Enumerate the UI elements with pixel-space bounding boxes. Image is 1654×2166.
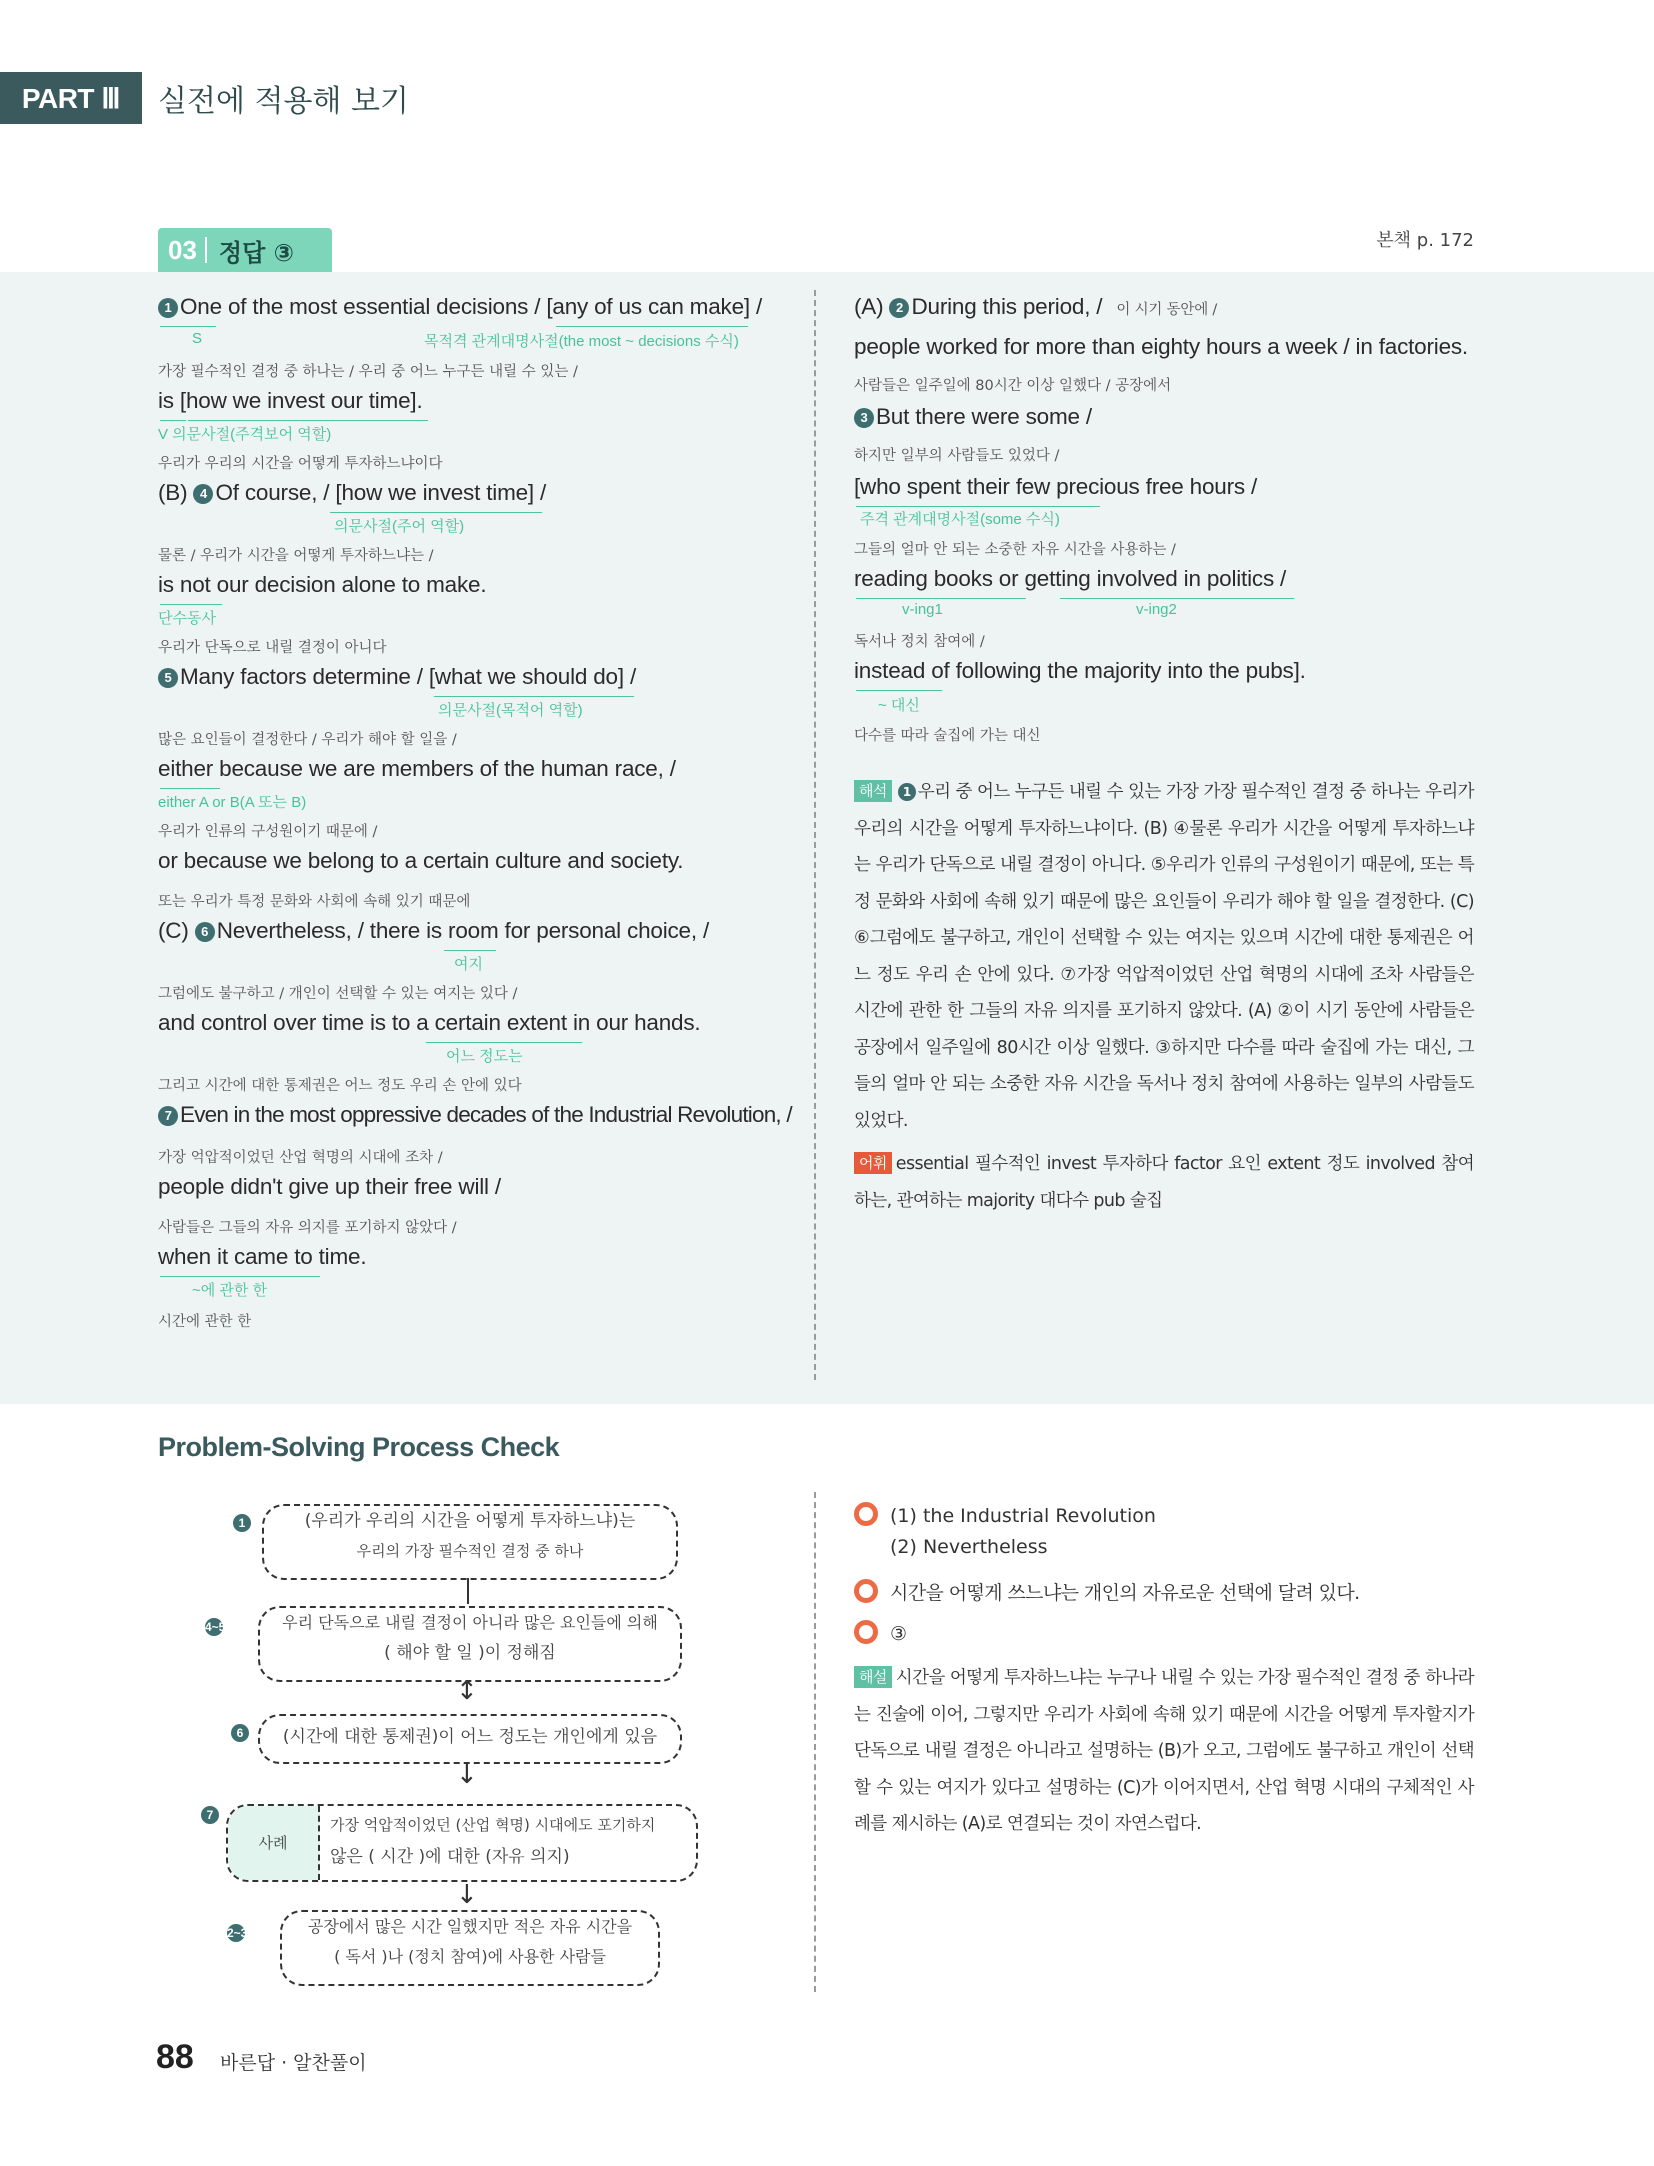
flow-box: 사례 가장 억압적이었던 (산업 혁명) 시대에도 포기하지 않은 ( 시간 )에 대한 (자유 의지) xyxy=(226,1804,698,1882)
grammar-note: 어느 정도는 xyxy=(446,1048,523,1065)
grammar-note: 단수동사 xyxy=(158,610,216,627)
grammar-note: ~에 관한 한 xyxy=(192,1282,268,1299)
grammar-note: v-ing2 xyxy=(1136,601,1177,618)
sentence-5-cont: either because we are members of the human race, / xyxy=(158,756,676,781)
translation-paragraph: 해석 1 우리 중 어느 누구든 내릴 수 있는 가장 가장 필수적인 결정 중 하나는 우리가 우리의 시간을 어떻게 투자하느냐이다. (B) ④물론 우리가 시간을 어떻게 투자하느냐는 우리가 단독으로 내릴 결정이 아니다. ⑤우리가 인류의 구성원이기 때문에, 또는 특정 문화와 사회에 속해 있기 때문에 많은 요인들이 우리가 해야 할 일을 결정한다. (C) ⑥그럼에도 불구하고, 개인이 선택할 수 있는 여지는 있으며 시간에 대한 통제권은 어느 정도 우리 손 안에 있다. ⑦가장 억압적이었던 산업 혁명의 시대에 조차 사람들은 시간에 관한 한 그들의 자유 의지를 포기하지 않았다. (A) ②이 시기 동안에 사람들은 공장에서 일주일에 80시간 이상 일했다. ③하지만 다수를 따라 술집에 가는 대신, 그들의 얼마 안 되는 소중한 자유 시간을 독서나 정치 참여에 사용하는 일부의 사람들도 있었다. xyxy=(854,782,1474,1131)
footer-title: 바른답 · 알찬풀이 xyxy=(220,2052,367,2074)
underline xyxy=(188,420,428,421)
grammar-note: V 의문사절(주격보어 역할) xyxy=(158,426,332,443)
step-number: 4~5 xyxy=(205,1620,226,1634)
double-arrow-icon: ↕ xyxy=(456,1676,478,1706)
sentence-4-cont: is not our decision alone to make. xyxy=(158,572,487,597)
translation-tag: 해석 xyxy=(854,780,892,802)
sentence-5-cont2: or because we belong to a certain culture and society. xyxy=(158,848,684,873)
vocabulary-tag: 어휘 xyxy=(854,1152,892,1174)
underline xyxy=(1060,598,1294,599)
translation: 물론 / 우리가 시간을 어떻게 투자하느냐는 / xyxy=(158,548,434,564)
sentence-6: (C) 6 Nevertheless, / there is room for personal choice, / xyxy=(158,918,710,943)
section-title: 실전에 적용해 보기 xyxy=(158,84,409,119)
underline xyxy=(856,690,942,691)
underline xyxy=(160,788,220,789)
flow-box: 공장에서 많은 시간 일했지만 적은 자유 시간을 ( 독서 )나 (정치 참여)에 사용한 사람들 xyxy=(280,1910,660,1986)
process-check-title: Problem-Solving Process Check xyxy=(158,1432,560,1462)
translation: 많은 요인들이 결정한다 / 우리가 해야 할 일을 / xyxy=(158,732,457,748)
underline xyxy=(426,1042,582,1043)
badge-divider xyxy=(205,237,207,263)
underline xyxy=(556,326,748,327)
sentence-7-cont2: when it came to time. xyxy=(158,1244,367,1269)
grammar-note: 목적격 관계대명사절(the most ~ decisions 수식) xyxy=(424,333,739,350)
grammar-note: 의문사절(목적어 역할) xyxy=(438,702,583,719)
translation: 사람들은 그들의 자유 의지를 포기하지 않았다 / xyxy=(158,1220,457,1236)
question-number: 03 xyxy=(168,234,197,265)
underline xyxy=(330,512,542,513)
answer-label: 정답 ③ xyxy=(218,238,294,267)
sentence-1: 1 One of the most essential decisions / [any of us can make] / xyxy=(158,294,762,320)
step-number: 1 xyxy=(232,1514,252,1532)
sentence-number-icon: 2 xyxy=(889,298,909,318)
sentence-4: (B) 4 Of course, / [how we invest time] / xyxy=(158,480,547,505)
flow-box: 우리 단독으로 내릴 결정이 아니라 많은 요인들에 의해 ( 해야 할 일 )이 정해짐 xyxy=(258,1606,682,1682)
flow-box: (우리가 우리의 시간을 어떻게 투자하느냐)는 우리의 가장 필수적인 결정 중 하나 xyxy=(262,1504,678,1580)
sentence-number-icon: 4 xyxy=(193,484,213,504)
underline xyxy=(160,1276,320,1277)
grammar-note: v-ing1 xyxy=(902,601,943,618)
translation: 그들의 얼마 안 되는 소중한 자유 시간을 사용하는 / xyxy=(854,542,1176,558)
underline xyxy=(444,950,496,951)
translation: 하지만 일부의 사람들도 있었다 / xyxy=(854,448,1060,464)
sentence-number-icon: 1 xyxy=(898,783,916,801)
sentence-3: 3 But there were some / xyxy=(854,404,1092,430)
sentence-2: (A) 2 During this period, / 이 시기 동안에 / xyxy=(854,294,1218,319)
grammar-note: 의문사절(주어 역할) xyxy=(334,518,465,535)
sentence-6-cont: and control over time is to a certain extent in our hands. xyxy=(158,1010,701,1035)
sentence-3-cont3: instead of following the majority into the pubs]. xyxy=(854,658,1306,683)
example-label: 사례 xyxy=(228,1806,320,1880)
answer-2: 시간을 어떻게 쓰느냐는 개인의 자유로운 선택에 달려 있다. xyxy=(854,1578,1360,1605)
translation: 가장 억압적이었던 산업 혁명의 시대에 조차 / xyxy=(158,1150,443,1166)
answer-marker-icon xyxy=(854,1620,878,1644)
sentence-number-icon: 6 xyxy=(195,922,215,942)
translation: 사람들은 일주일에 80시간 이상 일했다 / 공장에서 xyxy=(854,378,1172,394)
page-reference: 본책 p. 172 xyxy=(1376,230,1474,251)
translation: 우리가 인류의 구성원이기 때문에 / xyxy=(158,824,378,840)
answer-marker-icon xyxy=(854,1502,878,1526)
part-label: PART Ⅲ xyxy=(0,72,142,124)
sentence-5: 5 Many factors determine / [what we should do] / xyxy=(158,664,636,690)
flow-box: (시간에 대한 통제권)이 어느 정도는 개인에게 있음 xyxy=(258,1714,682,1764)
sentence-number-icon: 1 xyxy=(158,298,178,318)
vocabulary: 어휘 essential 필수적인 invest 투자하다 factor 요인 extent 정도 involved 참여하는, 관여하는 majority 대다수 pub 술집 xyxy=(854,1154,1474,1211)
answer-badge xyxy=(158,228,332,272)
sentence-number-icon: 3 xyxy=(854,408,874,428)
sentence-7-cont: people didn't give up their free will / xyxy=(158,1174,501,1199)
translation: 또는 우리가 특정 문화와 사회에 속해 있기 때문에 xyxy=(158,894,471,910)
translation: 우리가 우리의 시간을 어떻게 투자하느냐이다 xyxy=(158,456,443,472)
translation: 우리가 단독으로 내릴 결정이 아니다 xyxy=(158,640,387,656)
grammar-note: ~ 대신 xyxy=(878,697,920,714)
sentence-7: 7 Even in the most oppressive decades of the Industrial Revolution, / xyxy=(158,1102,792,1128)
underline xyxy=(160,604,222,605)
underline xyxy=(856,598,1026,599)
answer-3: ③ xyxy=(854,1620,907,1645)
translation: 독서나 정치 참여에 / xyxy=(854,634,985,650)
translation: 다수를 따라 술집에 가는 대신 xyxy=(854,728,1041,744)
answer-marker-icon xyxy=(854,1579,878,1603)
sentence-3-cont2: reading books or getting involved in politics / xyxy=(854,566,1287,591)
step-number: 6 xyxy=(230,1724,250,1742)
underline xyxy=(160,326,216,327)
sentence-1-cont: is [how we invest our time]. xyxy=(158,388,423,413)
underline xyxy=(434,696,634,697)
sentence-2-cont: people worked for more than eighty hours a week / in factories. xyxy=(854,334,1468,359)
translation: 그럼에도 불구하고 / 개인이 선택할 수 있는 여지는 있다 / xyxy=(158,986,518,1002)
column-divider xyxy=(814,290,816,1380)
underline xyxy=(160,420,186,421)
step-number: 7 xyxy=(200,1806,220,1824)
grammar-note: 여지 xyxy=(454,956,483,973)
grammar-note: either A or B(A 또는 B) xyxy=(158,794,307,811)
sentence-number-icon: 7 xyxy=(158,1106,178,1126)
page-number: 88 xyxy=(156,2038,194,2076)
down-arrow-icon: ↓ xyxy=(456,1760,478,1790)
underline xyxy=(856,506,1100,507)
sentence-3-cont: [who spent their few precious free hours / xyxy=(854,474,1258,499)
down-arrow-icon: ↓ xyxy=(456,1880,478,1910)
grammar-note: 주격 관계대명사절(some 수식) xyxy=(860,511,1060,528)
commentary: 해설 시간을 어떻게 투자하느냐는 누구나 내릴 수 있는 가장 필수적인 결정 중 하나라는 진술에 이어, 그렇지만 우리가 사회에 속해 있기 때문에 시간을 어떻게 투자할지가 단독으로 내릴 결정은 아니라고 설명하는 (B)가 오고, 그럼에도 불구하고 개인이 선택할 수 있는 여지가 있다고 설명하는 (C)가 이어지면서, 산업 혁명 시대의 구체적인 사례를 제시하는 (A)로 연결되는 것이 자연스럽다. xyxy=(854,1668,1474,1834)
translation: 그리고 시간에 대한 통제권은 어느 정도 우리 손 안에 있다 xyxy=(158,1078,522,1094)
sentence-number-icon: 5 xyxy=(158,668,178,688)
connector xyxy=(467,1578,469,1604)
commentary-tag: 해설 xyxy=(854,1666,892,1688)
translation: 가장 필수적인 결정 중 하나는 / 우리 중 어느 누구든 내릴 수 있는 / xyxy=(158,364,578,380)
answer-1: (1) the Industrial Revolution xyxy=(854,1502,1156,1527)
step-number: 2~3 xyxy=(227,1926,248,1940)
translation: 시간에 관한 한 xyxy=(158,1314,252,1330)
answer-1b: (2) Nevertheless xyxy=(890,1536,1048,1558)
column-divider xyxy=(814,1492,816,1992)
grammar-note: S xyxy=(192,330,203,347)
